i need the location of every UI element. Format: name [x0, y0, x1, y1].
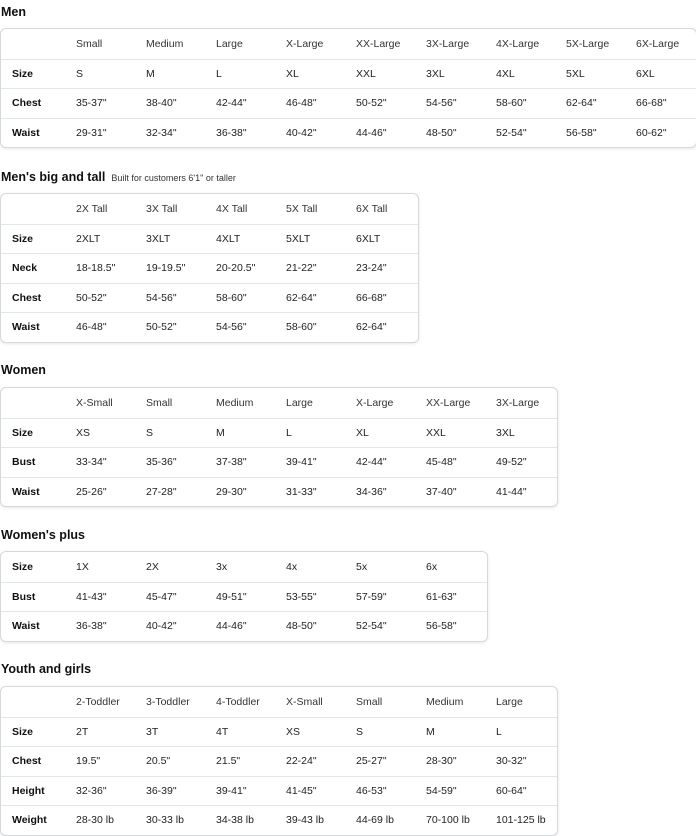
table-cell: 60-62": [636, 126, 667, 139]
table-cell: 5XLT: [286, 232, 311, 245]
row-label: Bust: [12, 456, 36, 469]
table-cell: 52-54": [356, 620, 387, 633]
table-cell: 3XL: [496, 426, 515, 439]
table-cell: L: [496, 725, 502, 738]
table-cell: 38-40": [146, 97, 177, 110]
table-cell: 4XL: [496, 67, 515, 80]
table-cell: 5XL: [566, 67, 585, 80]
table-cell: 4T: [216, 725, 229, 738]
table-cell: 23-24": [356, 262, 387, 275]
row-label: Waist: [12, 620, 40, 633]
table-cell: 54-56": [146, 291, 177, 304]
column-header: 3X-Large: [496, 396, 540, 409]
table-cell: 57-59": [356, 590, 387, 603]
table-row: [1, 418, 557, 448]
table-cell: S: [146, 426, 154, 439]
table-cell: 58-60": [216, 291, 247, 304]
column-header: 6X-Large: [636, 37, 680, 50]
table-cell: 28-30 lb: [76, 814, 114, 827]
size-table-women-s-plus: [0, 551, 488, 642]
row-label: Weight: [12, 814, 47, 827]
table-cell: 54-59": [426, 784, 457, 797]
section-title-text: Men: [1, 5, 26, 19]
table-cell: 39-43 lb: [286, 814, 324, 827]
table-cell: XL: [286, 67, 299, 80]
table-cell: 62-64": [356, 321, 387, 334]
table-cell: M: [146, 67, 155, 80]
table-cell: 62-64": [286, 291, 317, 304]
row-label: Bust: [12, 590, 36, 603]
table-cell: 58-60": [286, 321, 317, 334]
table-cell: 4x: [286, 560, 298, 573]
table-cell: 50-52": [356, 97, 387, 110]
table-cell: 70-100 lb: [426, 814, 470, 827]
table-cell: XXL: [356, 67, 376, 80]
table-row: [1, 746, 557, 776]
table-cell: 19-19.5": [146, 262, 186, 275]
row-label: Chest: [12, 97, 42, 110]
column-header: 6X Tall: [356, 202, 388, 215]
column-header: Medium: [216, 396, 254, 409]
table-cell: 36-39": [146, 784, 177, 797]
table-cell: 54-56": [216, 321, 247, 334]
table-row: [1, 283, 418, 313]
row-label: Size: [12, 67, 34, 80]
row-label: Waist: [12, 126, 40, 139]
table-cell: 30-32": [496, 755, 527, 768]
table-header-row: [1, 194, 418, 224]
table-cell: 66-68": [636, 97, 667, 110]
table-cell: 49-51": [216, 590, 247, 603]
table-cell: 19.5": [76, 755, 101, 768]
table-cell: 21-22": [286, 262, 317, 275]
column-header: 4X Tall: [216, 202, 248, 215]
table-cell: XS: [286, 725, 301, 738]
column-header: Medium: [146, 37, 184, 50]
row-label: Height: [12, 784, 45, 797]
table-cell: 46-53": [356, 784, 387, 797]
column-header: X-Large: [286, 37, 324, 50]
table-row: [1, 805, 557, 835]
table-header-row: [1, 29, 696, 59]
table-cell: 35-37": [76, 97, 107, 110]
row-label: Size: [12, 426, 34, 439]
table-row: [1, 59, 696, 89]
table-cell: 44-46": [356, 126, 387, 139]
section-title-men-s-big-and-tall: [1, 170, 236, 184]
row-label: Neck: [12, 262, 38, 275]
table-cell: 36-38": [216, 126, 247, 139]
table-cell: 27-28": [146, 485, 177, 498]
table-cell: S: [76, 67, 84, 80]
section-title-text: Women's plus: [1, 528, 86, 542]
table-cell: 20.5": [146, 755, 171, 768]
column-header: 3X-Large: [426, 37, 470, 50]
column-header: 3X Tall: [146, 202, 178, 215]
table-cell: 39-41": [286, 456, 317, 469]
table-cell: M: [216, 426, 225, 439]
table-header-row: [1, 388, 557, 418]
column-header: 2-Toddler: [76, 695, 120, 708]
table-cell: 48-50": [426, 126, 457, 139]
table-cell: 48-50": [286, 620, 317, 633]
table-cell: 66-68": [356, 291, 387, 304]
section-title-men: [1, 5, 26, 19]
table-cell: 52-54": [496, 126, 527, 139]
table-cell: 21.5": [216, 755, 241, 768]
table-cell: 31-33": [286, 485, 317, 498]
table-cell: 6XL: [636, 67, 655, 80]
table-cell: 1X: [76, 560, 89, 573]
table-cell: 32-36": [76, 784, 107, 797]
table-cell: 29-31": [76, 126, 107, 139]
table-cell: XXL: [426, 426, 446, 439]
table-cell: 35-36": [146, 456, 177, 469]
size-table-men: [0, 28, 696, 148]
table-cell: 56-58": [566, 126, 597, 139]
column-header: X-Small: [76, 396, 113, 409]
table-cell: 46-48": [76, 321, 107, 334]
table-cell: 44-46": [216, 620, 247, 633]
table-cell: 62-64": [566, 97, 597, 110]
table-row: [1, 776, 557, 806]
table-row: [1, 611, 487, 641]
table-cell: S: [356, 725, 364, 738]
table-cell: 34-38 lb: [216, 814, 254, 827]
table-row: [1, 224, 418, 254]
table-header-row: [1, 687, 557, 717]
table-cell: 5x: [356, 560, 368, 573]
table-cell: 37-40": [426, 485, 457, 498]
table-cell: 41-43": [76, 590, 107, 603]
table-row: [1, 118, 696, 148]
row-label: Chest: [12, 291, 42, 304]
table-cell: 60-64": [496, 784, 527, 797]
row-label: Size: [12, 232, 34, 245]
table-cell: 2T: [76, 725, 89, 738]
table-cell: 58-60": [496, 97, 527, 110]
column-header: X-Large: [356, 396, 394, 409]
table-cell: 40-42": [146, 620, 177, 633]
table-cell: 25-26": [76, 485, 107, 498]
table-cell: XL: [356, 426, 369, 439]
table-cell: 42-44": [356, 456, 387, 469]
column-header: Large: [286, 396, 313, 409]
table-cell: 44-69 lb: [356, 814, 394, 827]
table-cell: 45-47": [146, 590, 177, 603]
section-title-text: Women: [1, 363, 46, 377]
section-title-text: Youth and girls: [1, 662, 92, 676]
row-label: Waist: [12, 485, 40, 498]
table-cell: 2X: [146, 560, 159, 573]
table-cell: 3XLT: [146, 232, 171, 245]
table-row: [1, 253, 418, 283]
column-header: Large: [216, 37, 243, 50]
table-cell: 41-44": [496, 485, 527, 498]
table-cell: 54-56": [426, 97, 457, 110]
table-cell: 45-48": [426, 456, 457, 469]
row-label: Waist: [12, 321, 40, 334]
table-cell: 40-42": [286, 126, 317, 139]
table-row: [1, 447, 557, 477]
table-cell: 39-41": [216, 784, 247, 797]
table-cell: 61-63": [426, 590, 457, 603]
table-cell: 34-36": [356, 485, 387, 498]
size-table-men-s-big-and-tall: [0, 193, 419, 343]
table-cell: 56-58": [426, 620, 457, 633]
table-cell: 3XL: [426, 67, 445, 80]
column-header: Large: [496, 695, 523, 708]
table-cell: 36-38": [76, 620, 107, 633]
column-header: XX-Large: [426, 396, 471, 409]
table-cell: M: [426, 725, 435, 738]
table-row: [1, 312, 418, 342]
column-header: XX-Large: [356, 37, 401, 50]
table-cell: 29-30": [216, 485, 247, 498]
section-title-women-s-plus: [1, 528, 85, 542]
table-cell: 50-52": [76, 291, 107, 304]
table-cell: 22-24": [286, 755, 317, 768]
column-header: Small: [356, 695, 383, 708]
table-row: [1, 552, 487, 582]
column-header: 4-Toddler: [216, 695, 260, 708]
table-cell: L: [286, 426, 292, 439]
column-header: 5X Tall: [286, 202, 318, 215]
table-cell: 33-34": [76, 456, 107, 469]
table-row: [1, 477, 557, 507]
section-note: Built for customers 6'1" or taller: [111, 173, 236, 183]
table-row: [1, 88, 696, 118]
column-header: 4X-Large: [496, 37, 540, 50]
table-cell: 49-52": [496, 456, 527, 469]
section-title-text: Men's big and tall: [1, 170, 106, 184]
column-header: Small: [146, 396, 173, 409]
section-title-women: [1, 363, 46, 377]
table-row: [1, 717, 557, 747]
row-label: Chest: [12, 755, 42, 768]
table-cell: 3T: [146, 725, 159, 738]
table-cell: L: [216, 67, 222, 80]
table-cell: 4XLT: [216, 232, 241, 245]
row-label: Size: [12, 560, 34, 573]
table-cell: 46-48": [286, 97, 317, 110]
table-row: [1, 582, 487, 612]
table-cell: 2XLT: [76, 232, 101, 245]
table-cell: 50-52": [146, 321, 177, 334]
table-cell: 20-20.5": [216, 262, 256, 275]
section-title-youth-and-girls: [1, 662, 91, 676]
table-cell: 30-33 lb: [146, 814, 184, 827]
table-cell: 32-34": [146, 126, 177, 139]
table-cell: 37-38": [216, 456, 247, 469]
table-cell: 28-30": [426, 755, 457, 768]
column-header: 3-Toddler: [146, 695, 190, 708]
column-header: Small: [76, 37, 103, 50]
column-header: 5X-Large: [566, 37, 610, 50]
size-table-women: [0, 387, 558, 507]
row-label: Size: [12, 725, 34, 738]
table-cell: 25-27": [356, 755, 387, 768]
table-cell: 53-55": [286, 590, 317, 603]
table-cell: 42-44": [216, 97, 247, 110]
table-cell: 6XLT: [356, 232, 381, 245]
table-cell: 41-45": [286, 784, 317, 797]
table-cell: XS: [76, 426, 91, 439]
table-cell: 18-18.5": [76, 262, 116, 275]
column-header: 2X Tall: [76, 202, 108, 215]
column-header: Medium: [426, 695, 464, 708]
column-header: X-Small: [286, 695, 323, 708]
table-cell: 101-125 lb: [496, 814, 546, 827]
table-cell: 6x: [426, 560, 438, 573]
size-table-youth-and-girls: [0, 686, 558, 836]
table-cell: 3x: [216, 560, 228, 573]
